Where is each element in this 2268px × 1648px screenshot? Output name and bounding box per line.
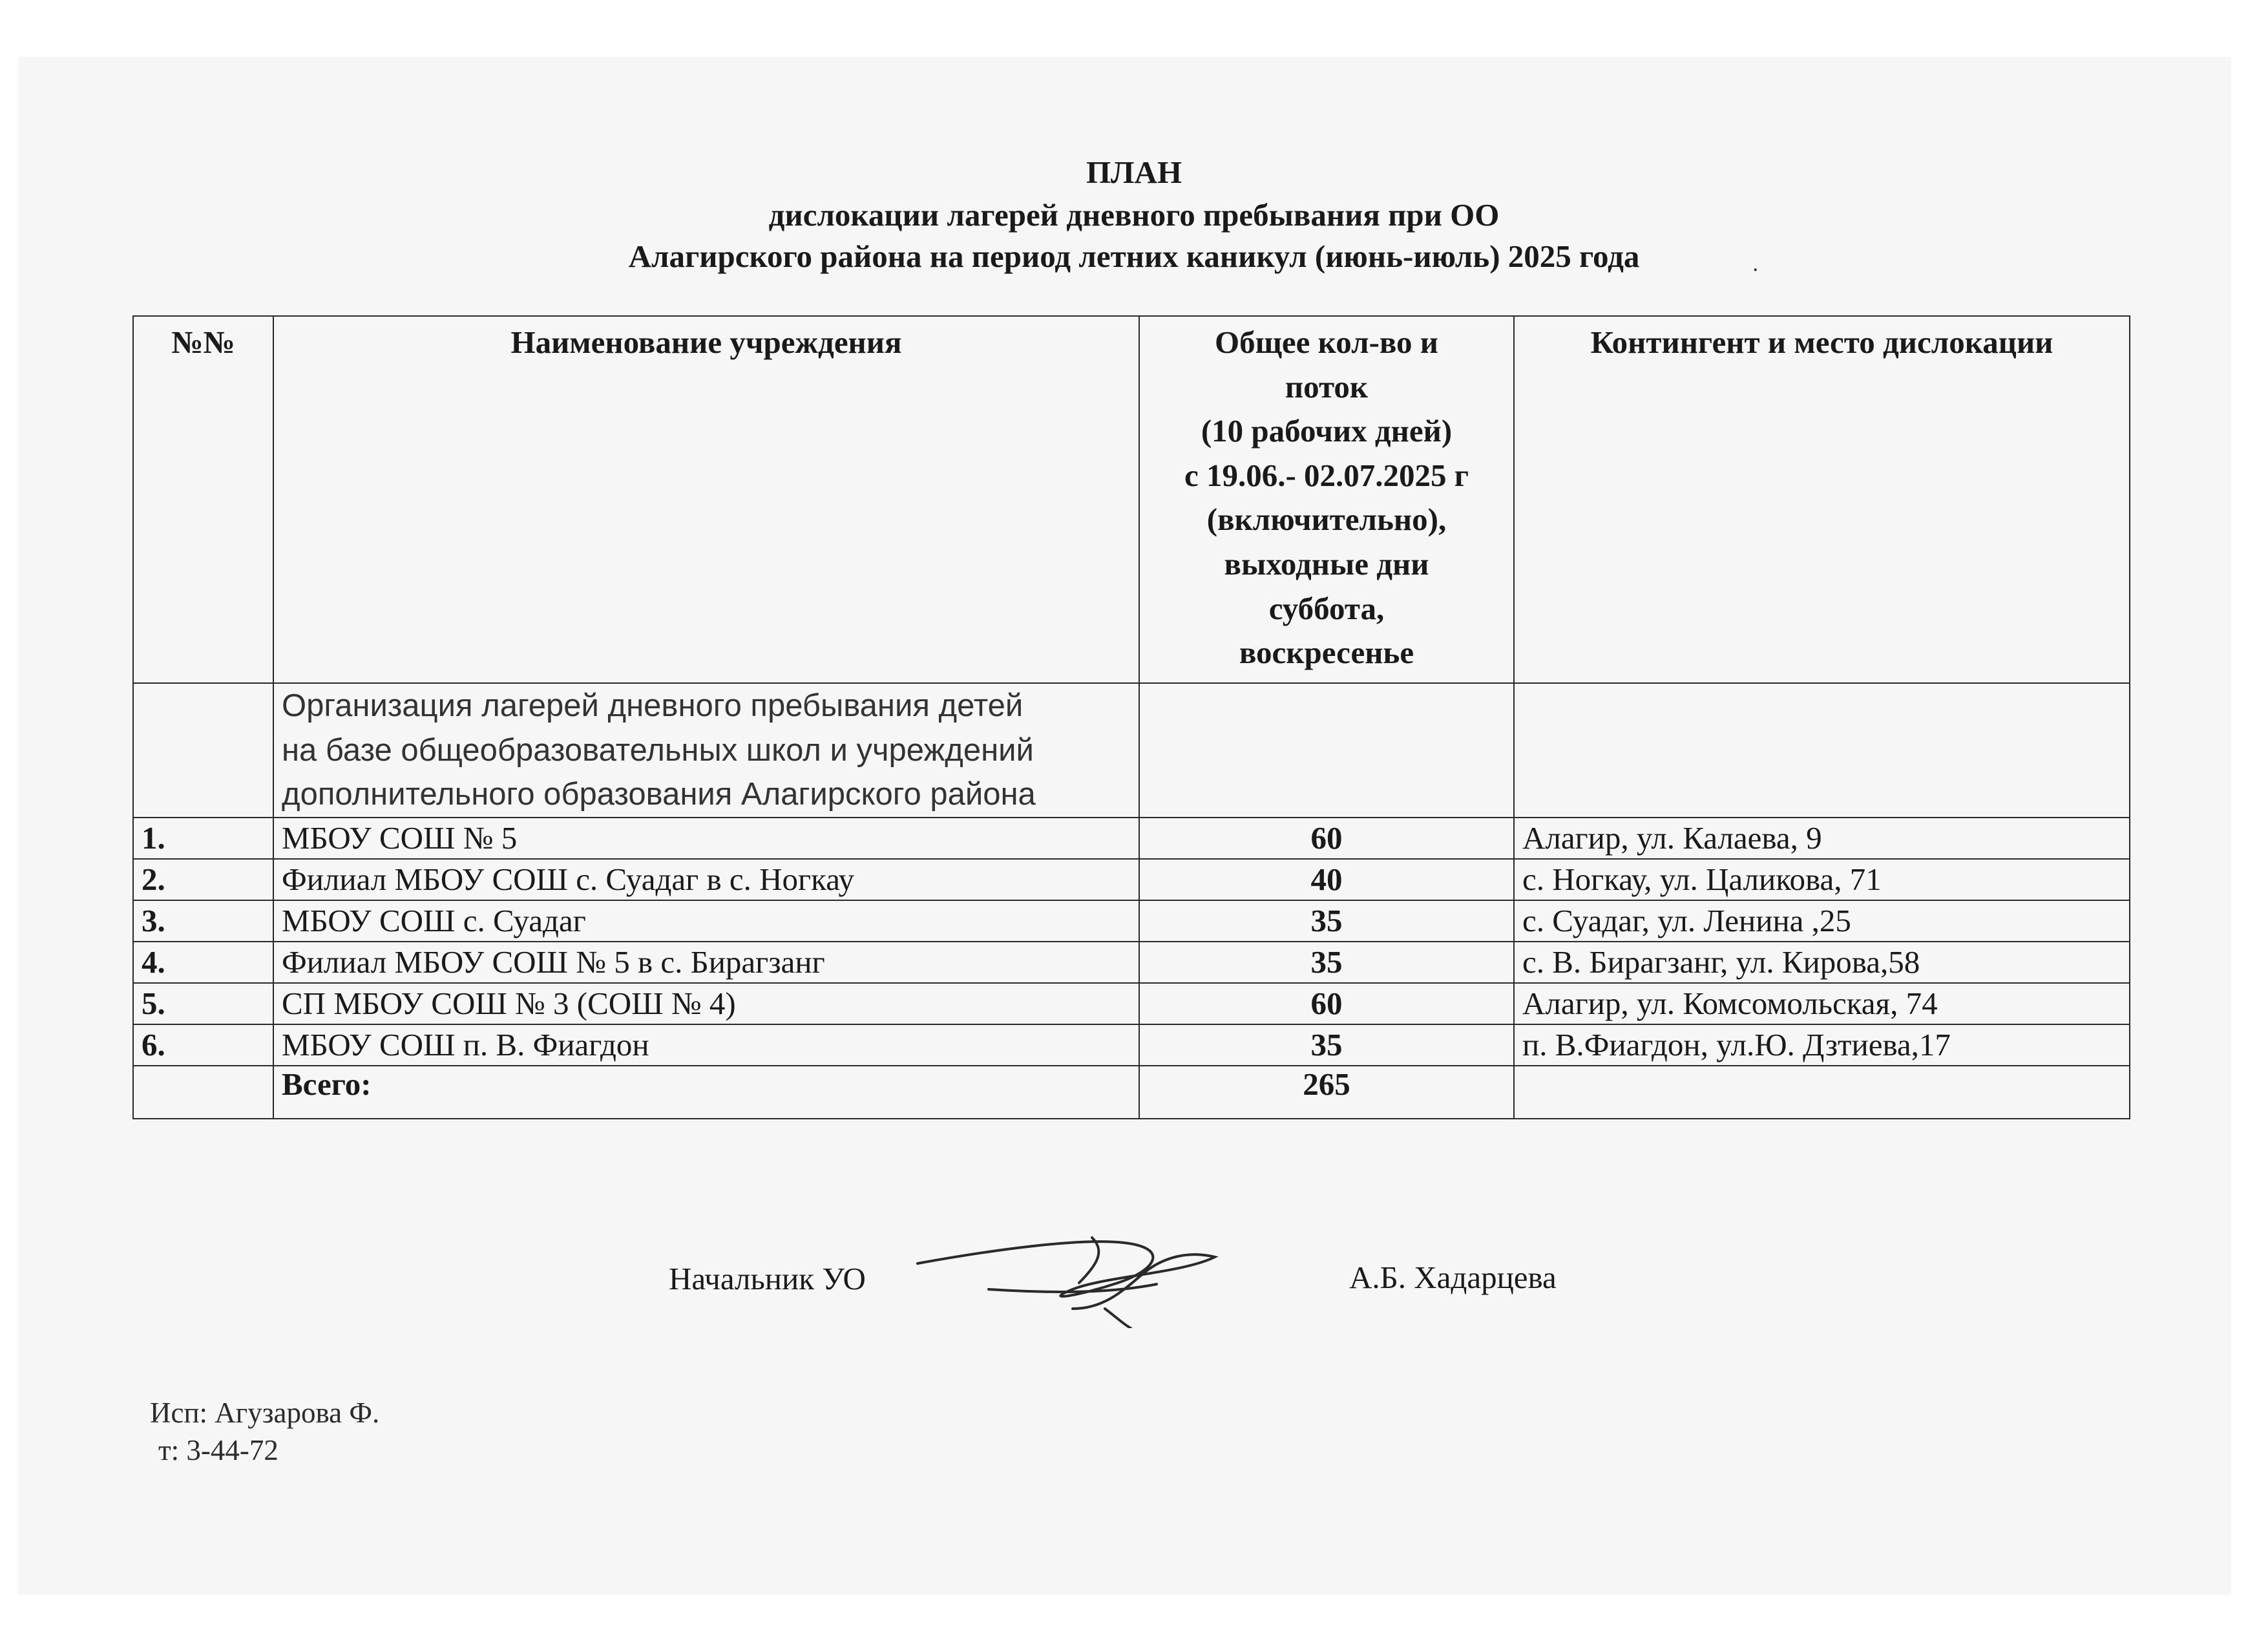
children-count: 35 xyxy=(1139,1024,1514,1066)
quantity-header-line: суббота, xyxy=(1268,590,1385,626)
children-count: 35 xyxy=(1139,942,1514,983)
column-header-number: №№ xyxy=(133,316,273,683)
quantity-header-line: с 19.06.- 02.07.2025 г xyxy=(1184,457,1469,493)
institution-name: Филиал МБОУ СОШ с. Суадаг в с. Ногкау xyxy=(273,859,1139,900)
quantity-header-line: выходные дни xyxy=(1224,545,1429,582)
section-description xyxy=(273,683,1139,818)
table-header-row xyxy=(133,316,2130,683)
column-header-location: Контингент и место дислокации xyxy=(1514,316,2130,683)
location: Алагир, ул. Калаева, 9 xyxy=(1514,818,2130,859)
institution-name: Филиал МБОУ СОШ № 5 в с. Бирагзанг xyxy=(273,942,1139,983)
children-count: 35 xyxy=(1139,900,1514,942)
location: с. Ногкау, ул. Цаликова, 71 xyxy=(1514,859,2130,900)
quantity-header-line: (10 рабочих дней) xyxy=(1201,413,1453,449)
empty-cell xyxy=(1514,1066,2130,1119)
row-number: 4. xyxy=(133,942,273,983)
camps-table xyxy=(132,315,2130,1119)
column-header-institution: Наименование учреждения xyxy=(273,316,1139,683)
table-row xyxy=(133,859,2130,900)
location: Алагир, ул. Комсомольская, 74 xyxy=(1514,983,2130,1024)
empty-cell xyxy=(1139,683,1514,818)
signer-name: А.Б. Хадарцева xyxy=(1349,1260,1557,1295)
row-number: 6. xyxy=(133,1024,273,1066)
empty-cell xyxy=(1514,683,2130,818)
total-count: 265 xyxy=(1139,1066,1514,1119)
column-header-quantity xyxy=(1139,316,1514,683)
location: п. В.Фиагдон, ул.Ю. Дзтиева,17 xyxy=(1514,1024,2130,1066)
quantity-header-line: Общее кол-во и xyxy=(1214,324,1439,360)
row-number: 3. xyxy=(133,900,273,942)
executor-name: Исп: Агузарова Ф. xyxy=(150,1397,380,1429)
row-number: 1. xyxy=(133,818,273,859)
handwritten-signature xyxy=(911,1212,1228,1328)
section-description-line: дополнительного образования Алагирского района xyxy=(282,777,1036,812)
location: с. В. Бирагзанг, ул. Кирова,58 xyxy=(1514,942,2130,983)
executor-phone: т: 3-44-72 xyxy=(158,1434,278,1466)
children-count: 60 xyxy=(1139,818,1514,859)
total-label: Всего: xyxy=(273,1066,1139,1119)
quantity-header-line: (включительно), xyxy=(1206,502,1447,538)
row-number: 2. xyxy=(133,859,273,900)
table-row xyxy=(133,818,2130,859)
table-row xyxy=(133,942,2130,983)
institution-name: МБОУ СОШ с. Суадаг xyxy=(273,900,1139,942)
page-edge xyxy=(0,1603,2268,1648)
empty-cell xyxy=(133,1066,273,1119)
row-number: 5. xyxy=(133,983,273,1024)
empty-cell xyxy=(133,683,273,818)
table-row xyxy=(133,983,2130,1024)
children-count: 60 xyxy=(1139,983,1514,1024)
table-row xyxy=(133,900,2130,942)
total-row xyxy=(133,1066,2130,1119)
document-subtitle-line-1: дислокации лагерей дневного пребывания при ОО xyxy=(768,197,1500,233)
section-description-line: Организация лагерей дневного пребывания детей xyxy=(282,688,1024,723)
quantity-header-line: воскресенье xyxy=(1239,635,1414,671)
section-description-line: на базе общеобразовательных школ и учреждений xyxy=(282,732,1034,768)
scan-mark: ˙ xyxy=(1751,262,1760,291)
location: с. Суадаг, ул. Ленина ,25 xyxy=(1514,900,2130,942)
children-count: 40 xyxy=(1139,859,1514,900)
section-row xyxy=(133,683,2130,818)
institution-name: МБОУ СОШ п. В. Фиагдон xyxy=(273,1024,1139,1066)
institution-name: МБОУ СОШ № 5 xyxy=(273,818,1139,859)
document-title: ПЛАН xyxy=(1086,154,1182,190)
institution-name: СП МБОУ СОШ № 3 (СОШ № 4) xyxy=(273,983,1139,1024)
signer-position: Начальник УО xyxy=(669,1261,866,1296)
document-subtitle-line-2: Алагирского района на период летних каникул (июнь-июль) 2025 года xyxy=(628,238,1640,274)
quantity-header-line: поток xyxy=(1285,368,1369,405)
table-row xyxy=(133,1024,2130,1066)
